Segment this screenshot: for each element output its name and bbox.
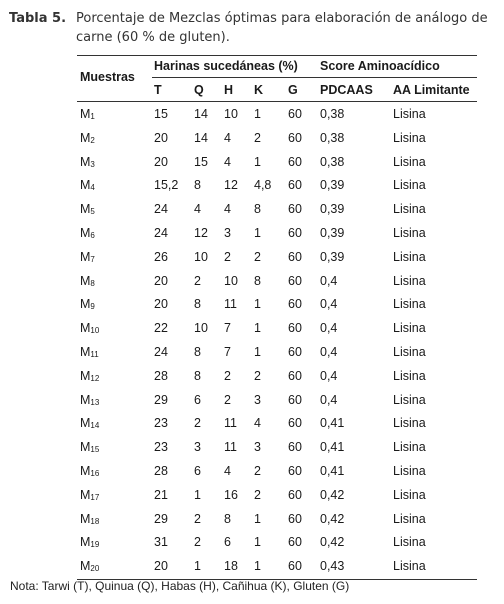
cell-t: 21 bbox=[154, 487, 168, 502]
muestra-letter: M bbox=[80, 511, 91, 526]
muestra-letter: M bbox=[80, 273, 91, 288]
cell-pdcaas: 0,4 bbox=[320, 297, 338, 312]
cell-g: 60 bbox=[288, 107, 302, 121]
caption-text-1: Porcentaje de Mezclas óptimas para elaboración de análogo de bbox=[76, 11, 488, 26]
table-row bbox=[77, 436, 477, 459]
table-row bbox=[77, 174, 477, 197]
cell-t: 22 bbox=[154, 321, 168, 336]
muestra-letter: M bbox=[80, 535, 91, 550]
table-row bbox=[77, 531, 477, 554]
cell-muestra bbox=[80, 151, 95, 176]
cell-q: 8 bbox=[194, 178, 201, 193]
cell-muestra bbox=[80, 531, 99, 556]
muestra-letter: M bbox=[80, 368, 91, 383]
cell-q: 14 bbox=[194, 130, 208, 145]
cell-g: 60 bbox=[288, 273, 302, 288]
muestra-letter: M bbox=[80, 202, 91, 217]
cell-h: 11 bbox=[224, 440, 237, 455]
cell-h: 10 bbox=[224, 273, 238, 288]
cell-k: 1 bbox=[254, 511, 261, 526]
muestra-letter: M bbox=[80, 464, 91, 478]
cell-g: 60 bbox=[288, 416, 302, 431]
cell-g: 60 bbox=[288, 487, 302, 502]
cell-q: 15 bbox=[194, 154, 208, 169]
muestra-index: 9 bbox=[90, 302, 95, 312]
muestra-letter: M bbox=[80, 392, 91, 407]
cell-muestra bbox=[80, 389, 99, 414]
cell-q: 10 bbox=[194, 249, 208, 264]
muestra-index: 8 bbox=[90, 278, 95, 288]
cell-k: 4 bbox=[254, 416, 261, 431]
muestra-index: 4 bbox=[90, 183, 95, 193]
cell-h: 6 bbox=[224, 535, 231, 550]
muestra-letter: M bbox=[80, 416, 91, 431]
cell-t: 28 bbox=[154, 464, 168, 478]
cell-h: 2 bbox=[224, 249, 231, 264]
cell-t: 20 bbox=[154, 559, 168, 574]
table-caption bbox=[9, 9, 499, 47]
table-row bbox=[77, 412, 477, 435]
muestra-letter: M bbox=[80, 226, 91, 240]
cell-t: 26 bbox=[154, 249, 168, 264]
cell-pdcaas: 0,4 bbox=[320, 345, 338, 359]
muestra-index: 15 bbox=[90, 445, 100, 455]
cell-aa: Lisina bbox=[393, 416, 426, 431]
table-row bbox=[77, 555, 477, 578]
cell-muestra bbox=[80, 198, 95, 223]
cell-aa: Lisina bbox=[393, 154, 426, 169]
cell-q: 6 bbox=[194, 464, 201, 478]
cell-k: 2 bbox=[254, 464, 261, 478]
cell-k: 1 bbox=[254, 559, 261, 574]
header-col-pdcaas: PDCAAS bbox=[320, 83, 373, 97]
cell-g: 60 bbox=[288, 178, 302, 193]
cell-t: 15,2 bbox=[154, 178, 179, 193]
cell-k: 8 bbox=[254, 202, 261, 217]
muestra-index: 16 bbox=[90, 469, 100, 478]
muestra-letter: M bbox=[80, 178, 91, 193]
cell-muestra bbox=[80, 341, 99, 366]
cell-pdcaas: 0,39 bbox=[320, 178, 345, 193]
muestra-index: 7 bbox=[90, 254, 95, 264]
header-group-rule bbox=[152, 77, 477, 78]
cell-aa: Lisina bbox=[393, 368, 426, 383]
cell-aa: Lisina bbox=[393, 249, 426, 264]
cell-t: 20 bbox=[154, 273, 168, 288]
cell-pdcaas: 0,41 bbox=[320, 440, 345, 455]
cell-pdcaas: 0,4 bbox=[320, 392, 338, 407]
cell-pdcaas: 0,39 bbox=[320, 202, 345, 217]
cell-h: 8 bbox=[224, 511, 231, 526]
cell-muestra bbox=[80, 103, 95, 128]
cell-k: 2 bbox=[254, 130, 261, 145]
muestra-index: 14 bbox=[90, 421, 100, 431]
cell-g: 60 bbox=[288, 130, 302, 145]
cell-muestra bbox=[80, 436, 99, 461]
table-row bbox=[77, 508, 477, 531]
cell-pdcaas: 0,42 bbox=[320, 487, 345, 502]
muestra-index: 19 bbox=[90, 540, 100, 550]
table-row bbox=[77, 246, 477, 269]
cell-t: 24 bbox=[154, 202, 168, 217]
cell-g: 60 bbox=[288, 226, 302, 240]
muestra-letter: M bbox=[80, 440, 91, 455]
muestra-index: 10 bbox=[90, 326, 100, 336]
cell-t: 24 bbox=[154, 226, 168, 240]
header-col-t: T bbox=[154, 83, 162, 97]
cell-g: 60 bbox=[288, 154, 302, 169]
cell-pdcaas: 0,42 bbox=[320, 535, 345, 550]
cell-t: 28 bbox=[154, 368, 168, 383]
muestra-index: 11 bbox=[90, 350, 99, 359]
cell-k: 2 bbox=[254, 368, 261, 383]
cell-aa: Lisina bbox=[393, 202, 426, 217]
cell-k: 1 bbox=[254, 321, 261, 336]
cell-q: 1 bbox=[194, 559, 201, 574]
cell-muestra bbox=[80, 293, 95, 318]
cell-t: 31 bbox=[154, 535, 168, 550]
cell-g: 60 bbox=[288, 464, 302, 478]
cell-aa: Lisina bbox=[393, 321, 426, 336]
header-bottom-rule bbox=[77, 101, 477, 102]
muestra-letter: M bbox=[80, 345, 91, 359]
cell-k: 3 bbox=[254, 440, 261, 455]
cell-g: 60 bbox=[288, 392, 302, 407]
table-row bbox=[77, 460, 477, 483]
cell-muestra bbox=[80, 317, 99, 342]
cell-k: 2 bbox=[254, 487, 261, 502]
table-note: Nota: Tarwi (T), Quinua (Q), Habas (H), Cañihua (K), Gluten (G) bbox=[10, 579, 350, 593]
cell-k: 1 bbox=[254, 226, 261, 240]
cell-t: 20 bbox=[154, 297, 168, 312]
cell-h: 2 bbox=[224, 368, 231, 383]
cell-k: 4,8 bbox=[254, 178, 272, 193]
header-score: Score Aminoacídico bbox=[320, 59, 440, 73]
cell-h: 7 bbox=[224, 345, 231, 359]
cell-q: 2 bbox=[194, 511, 201, 526]
cell-q: 2 bbox=[194, 535, 201, 550]
cell-q: 1 bbox=[194, 487, 201, 502]
cell-q: 10 bbox=[194, 321, 208, 336]
table-row bbox=[77, 127, 477, 150]
cell-t: 24 bbox=[154, 345, 168, 359]
cell-pdcaas: 0,38 bbox=[320, 130, 345, 145]
cell-q: 2 bbox=[194, 273, 201, 288]
header-col-k: K bbox=[254, 83, 264, 97]
cell-aa: Lisina bbox=[393, 464, 426, 478]
table-top-rule bbox=[77, 55, 477, 56]
header-col-q: Q bbox=[194, 83, 204, 97]
cell-pdcaas: 0,42 bbox=[320, 511, 345, 526]
muestra-index: 17 bbox=[90, 492, 100, 502]
cell-aa: Lisina bbox=[393, 273, 426, 288]
cell-h: 11 bbox=[224, 297, 237, 312]
cell-q: 14 bbox=[194, 107, 208, 121]
muestra-letter: M bbox=[80, 154, 91, 169]
cell-t: 23 bbox=[154, 416, 168, 431]
cell-k: 3 bbox=[254, 392, 261, 407]
muestra-index: 3 bbox=[90, 159, 95, 169]
cell-k: 1 bbox=[254, 154, 261, 169]
caption-line-1 bbox=[9, 9, 499, 28]
cell-pdcaas: 0,41 bbox=[320, 416, 345, 431]
cell-t: 20 bbox=[154, 130, 168, 145]
cell-q: 4 bbox=[194, 202, 201, 217]
cell-k: 1 bbox=[254, 297, 261, 312]
cell-g: 60 bbox=[288, 535, 302, 550]
cell-g: 60 bbox=[288, 559, 302, 574]
cell-q: 6 bbox=[194, 392, 201, 407]
cell-q: 8 bbox=[194, 297, 201, 312]
cell-muestra bbox=[80, 222, 95, 247]
cell-muestra bbox=[80, 555, 99, 580]
cell-h: 10 bbox=[224, 107, 238, 121]
cell-aa: Lisina bbox=[393, 297, 426, 312]
cell-q: 8 bbox=[194, 368, 201, 383]
cell-muestra bbox=[80, 460, 99, 485]
cell-muestra bbox=[80, 365, 99, 390]
muestra-letter: M bbox=[80, 130, 91, 145]
cell-g: 60 bbox=[288, 202, 302, 217]
cell-aa: Lisina bbox=[393, 440, 426, 455]
cell-aa: Lisina bbox=[393, 511, 426, 526]
cell-aa: Lisina bbox=[393, 559, 426, 574]
cell-aa: Lisina bbox=[393, 487, 426, 502]
cell-h: 16 bbox=[224, 487, 238, 502]
cell-pdcaas: 0,4 bbox=[320, 368, 338, 383]
cell-t: 29 bbox=[154, 511, 168, 526]
muestra-letter: M bbox=[80, 249, 91, 264]
header-muestras: Muestras bbox=[80, 70, 135, 84]
muestra-index: 5 bbox=[90, 207, 95, 217]
cell-pdcaas: 0,4 bbox=[320, 273, 338, 288]
cell-muestra bbox=[80, 270, 95, 295]
table-row bbox=[77, 293, 477, 316]
cell-k: 1 bbox=[254, 107, 261, 121]
muestra-index: 20 bbox=[90, 564, 100, 574]
cell-muestra bbox=[80, 508, 99, 533]
cell-aa: Lisina bbox=[393, 535, 426, 550]
cell-muestra bbox=[80, 246, 95, 271]
cell-k: 8 bbox=[254, 273, 261, 288]
cell-muestra bbox=[80, 174, 95, 199]
cell-aa: Lisina bbox=[393, 178, 426, 193]
cell-h: 4 bbox=[224, 130, 231, 145]
cell-h: 2 bbox=[224, 392, 231, 407]
cell-g: 60 bbox=[288, 249, 302, 264]
cell-pdcaas: 0,43 bbox=[320, 559, 345, 574]
cell-k: 2 bbox=[254, 249, 261, 264]
cell-g: 60 bbox=[288, 511, 302, 526]
table-row bbox=[77, 270, 477, 293]
cell-t: 15 bbox=[154, 107, 168, 121]
header-harinas: Harinas sucedáneas (%) bbox=[154, 59, 298, 73]
muestra-index: 2 bbox=[90, 135, 95, 145]
header-col-g: G bbox=[288, 83, 298, 97]
cell-h: 4 bbox=[224, 202, 231, 217]
table-row bbox=[77, 317, 477, 340]
muestra-index: 12 bbox=[90, 373, 100, 383]
cell-h: 4 bbox=[224, 154, 231, 169]
muestra-letter: M bbox=[80, 321, 91, 336]
cell-pdcaas: 0,38 bbox=[320, 107, 345, 121]
cell-t: 23 bbox=[154, 440, 168, 455]
cell-aa: Lisina bbox=[393, 226, 426, 240]
cell-h: 4 bbox=[224, 464, 231, 478]
cell-aa: Lisina bbox=[393, 345, 426, 359]
muestra-letter: M bbox=[80, 559, 91, 574]
muestra-letter: M bbox=[80, 297, 91, 312]
cell-k: 1 bbox=[254, 345, 261, 359]
table-row bbox=[77, 103, 477, 126]
cell-q: 12 bbox=[194, 226, 208, 240]
cell-q: 2 bbox=[194, 416, 201, 431]
header-col-aa-limitante: AA Limitante bbox=[393, 83, 470, 97]
table-row bbox=[77, 484, 477, 507]
cell-h: 18 bbox=[224, 559, 238, 574]
cell-pdcaas: 0,39 bbox=[320, 249, 345, 264]
cell-aa: Lisina bbox=[393, 107, 426, 121]
cell-pdcaas: 0,39 bbox=[320, 226, 345, 240]
cell-h: 12 bbox=[224, 178, 238, 193]
table-row bbox=[77, 198, 477, 221]
cell-pdcaas: 0,38 bbox=[320, 154, 345, 169]
caption-label: Tabla 5. bbox=[9, 11, 67, 26]
cell-q: 3 bbox=[194, 440, 201, 455]
cell-muestra bbox=[80, 484, 99, 509]
cell-g: 60 bbox=[288, 297, 302, 312]
muestra-index: 1 bbox=[90, 112, 95, 121]
cell-g: 60 bbox=[288, 368, 302, 383]
muestra-letter: M bbox=[80, 487, 91, 502]
cell-g: 60 bbox=[288, 321, 302, 336]
table-row bbox=[77, 222, 477, 245]
table-row bbox=[77, 389, 477, 412]
cell-k: 1 bbox=[254, 535, 261, 550]
muestra-index: 18 bbox=[90, 516, 100, 526]
cell-pdcaas: 0,41 bbox=[320, 464, 345, 478]
cell-q: 8 bbox=[194, 345, 201, 359]
cell-g: 60 bbox=[288, 345, 302, 359]
cell-aa: Lisina bbox=[393, 130, 426, 145]
cell-h: 11 bbox=[224, 416, 237, 431]
cell-muestra bbox=[80, 127, 95, 152]
cell-t: 20 bbox=[154, 154, 168, 169]
table-row bbox=[77, 151, 477, 174]
cell-muestra bbox=[80, 412, 99, 437]
table-row bbox=[77, 365, 477, 388]
cell-h: 3 bbox=[224, 226, 231, 240]
caption-text-2: carne (60 % de gluten). bbox=[76, 30, 230, 45]
cell-aa: Lisina bbox=[393, 392, 426, 407]
cell-t: 29 bbox=[154, 392, 168, 407]
cell-h: 7 bbox=[224, 321, 231, 336]
muestra-index: 6 bbox=[90, 231, 95, 240]
cell-pdcaas: 0,4 bbox=[320, 321, 338, 336]
table-row bbox=[77, 341, 477, 364]
muestra-index: 13 bbox=[90, 397, 100, 407]
muestra-letter: M bbox=[80, 107, 91, 121]
cell-g: 60 bbox=[288, 440, 302, 455]
header-col-h: H bbox=[224, 83, 234, 97]
